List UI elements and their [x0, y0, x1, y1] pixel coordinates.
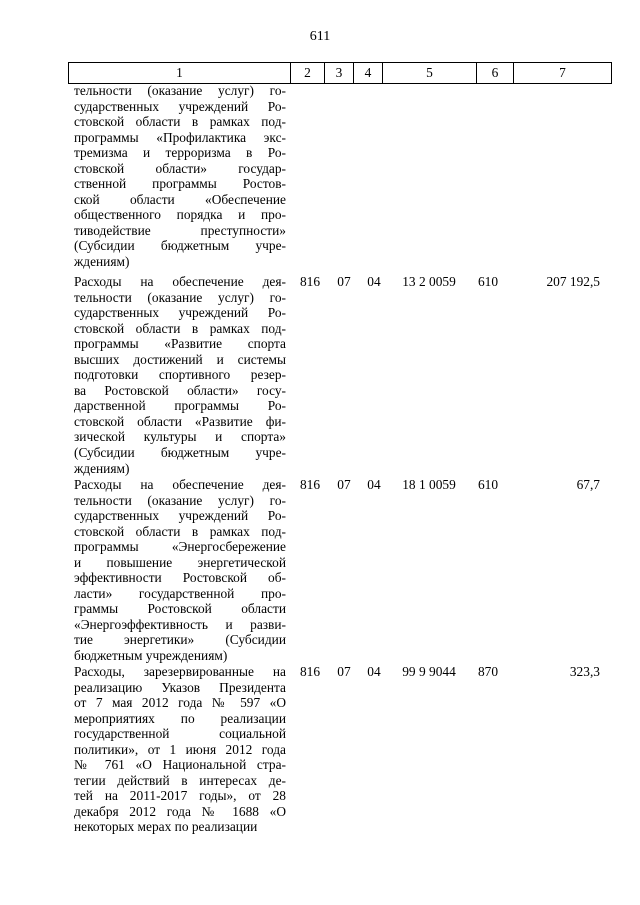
- description-line: государственной социальной: [74, 726, 286, 742]
- header-col-2: 2: [291, 63, 325, 84]
- cell-c4: 04: [367, 477, 381, 492]
- description-line: и повышение энергетической: [74, 554, 286, 570]
- description-line: зической культуры и спорта»: [74, 429, 286, 445]
- description-line: Расходы, зарезервированные на: [74, 664, 286, 679]
- description-line: ласти» государственной про-: [74, 585, 286, 601]
- description-line: ской области «Обеспечение: [74, 191, 286, 207]
- description-line: мероприятиях по реализации: [74, 710, 286, 726]
- description-line: программы «Профилактика экс-: [74, 129, 286, 145]
- cell-c5: 13 2 0059: [402, 274, 456, 289]
- description-line: (Субсидии бюджетным учре-: [74, 238, 286, 254]
- description-line: тие энергетики» (Субсидии: [74, 632, 286, 648]
- description-line: тегии действий в интересах де-: [74, 772, 286, 788]
- description-line: бюджетным учреждениям): [74, 648, 228, 664]
- description-line: тиводействие преступности»: [74, 222, 286, 238]
- description-line: (Субсидии бюджетным учре-: [74, 445, 286, 461]
- cell-c5: 99 9 9044: [402, 664, 456, 679]
- description-line: № 761 «О Национальной стра-: [74, 757, 286, 773]
- description-line: общественного порядка и про-: [74, 207, 286, 223]
- description-line: ждениям): [74, 460, 130, 476]
- description-line: тельности (оказание услуг) го-: [74, 492, 286, 508]
- row-description: [74, 477, 286, 664]
- description-line: стовской области в рамках под-: [74, 114, 286, 130]
- description-line: стовской области «Развитие фи-: [74, 413, 286, 429]
- description-line: тельности (оказание услуг) го-: [74, 289, 286, 305]
- description-line: сударственных учреждений Ро-: [74, 305, 286, 321]
- cell-c4: 04: [367, 274, 381, 289]
- cell-c7: 67,7: [576, 477, 600, 492]
- header-col-7: 7: [514, 63, 612, 84]
- cell-c3: 07: [337, 274, 351, 289]
- description-line: тей на 2011-2017 годы», от 28: [74, 788, 286, 804]
- description-line: сударственных учреждений Ро-: [74, 508, 286, 524]
- description-line: от 7 мая 2012 года № 597 «О: [74, 695, 286, 711]
- row-description: [74, 274, 286, 476]
- description-line: Расходы на обеспечение дея-: [74, 274, 286, 289]
- description-line: высших достижений и системы: [74, 351, 286, 367]
- description-line: Расходы на обеспечение дея-: [74, 477, 286, 492]
- header-col-3: 3: [325, 63, 354, 84]
- cell-c3: 07: [337, 477, 351, 492]
- description-line: стовской области в рамках под-: [74, 523, 286, 539]
- header-col-4: 4: [354, 63, 383, 84]
- cell-c2: 816: [299, 477, 321, 492]
- cell-c5: 18 1 0059: [402, 477, 456, 492]
- description-line: граммы Ростовской области: [74, 601, 286, 617]
- table-header: [68, 62, 612, 84]
- description-line: подготовки спортивного резер-: [74, 367, 286, 383]
- cell-c7: 207 192,5: [546, 274, 600, 289]
- description-line: ждениям): [74, 254, 130, 270]
- cell-c2: 816: [299, 664, 321, 679]
- description-line: ственной программы Ростов-: [74, 176, 286, 192]
- cell-c7: 323,3: [569, 664, 600, 679]
- cell-c2: 816: [299, 274, 321, 289]
- header-col-1: 1: [69, 63, 291, 84]
- description-line: реализацию Указов Президента: [74, 679, 286, 695]
- description-line: дарственной программы Ро-: [74, 398, 286, 414]
- cell-c6: 610: [477, 274, 499, 289]
- description-line: ва Ростовской области» госу-: [74, 382, 286, 398]
- description-line: стовской области» государ-: [74, 160, 286, 176]
- description-line: программы «Развитие спорта: [74, 336, 286, 352]
- row-description: [74, 83, 286, 270]
- cell-c6: 870: [477, 664, 499, 679]
- row-description: [74, 664, 286, 835]
- description-line: тремизма и терроризма в Ро-: [74, 145, 286, 161]
- description-line: сударственных учреждений Ро-: [74, 98, 286, 114]
- description-line: политики», от 1 июня 2012 года: [74, 741, 286, 757]
- description-line: декабря 2012 года № 1688 «О: [74, 803, 286, 819]
- description-line: «Энергоэффективность и разви-: [74, 616, 286, 632]
- page-number: 611: [309, 29, 331, 44]
- cell-c6: 610: [477, 477, 499, 492]
- cell-c3: 07: [337, 664, 351, 679]
- header-col-6: 6: [477, 63, 514, 84]
- description-line: тельности (оказание услуг) го-: [74, 83, 286, 98]
- header-col-5: 5: [383, 63, 477, 84]
- cell-c4: 04: [367, 664, 381, 679]
- description-line: некоторых мерах по реализации: [74, 819, 258, 835]
- description-line: эффективности Ростовской об-: [74, 570, 286, 586]
- description-line: стовской области в рамках под-: [74, 320, 286, 336]
- description-line: программы «Энергосбережение: [74, 539, 286, 555]
